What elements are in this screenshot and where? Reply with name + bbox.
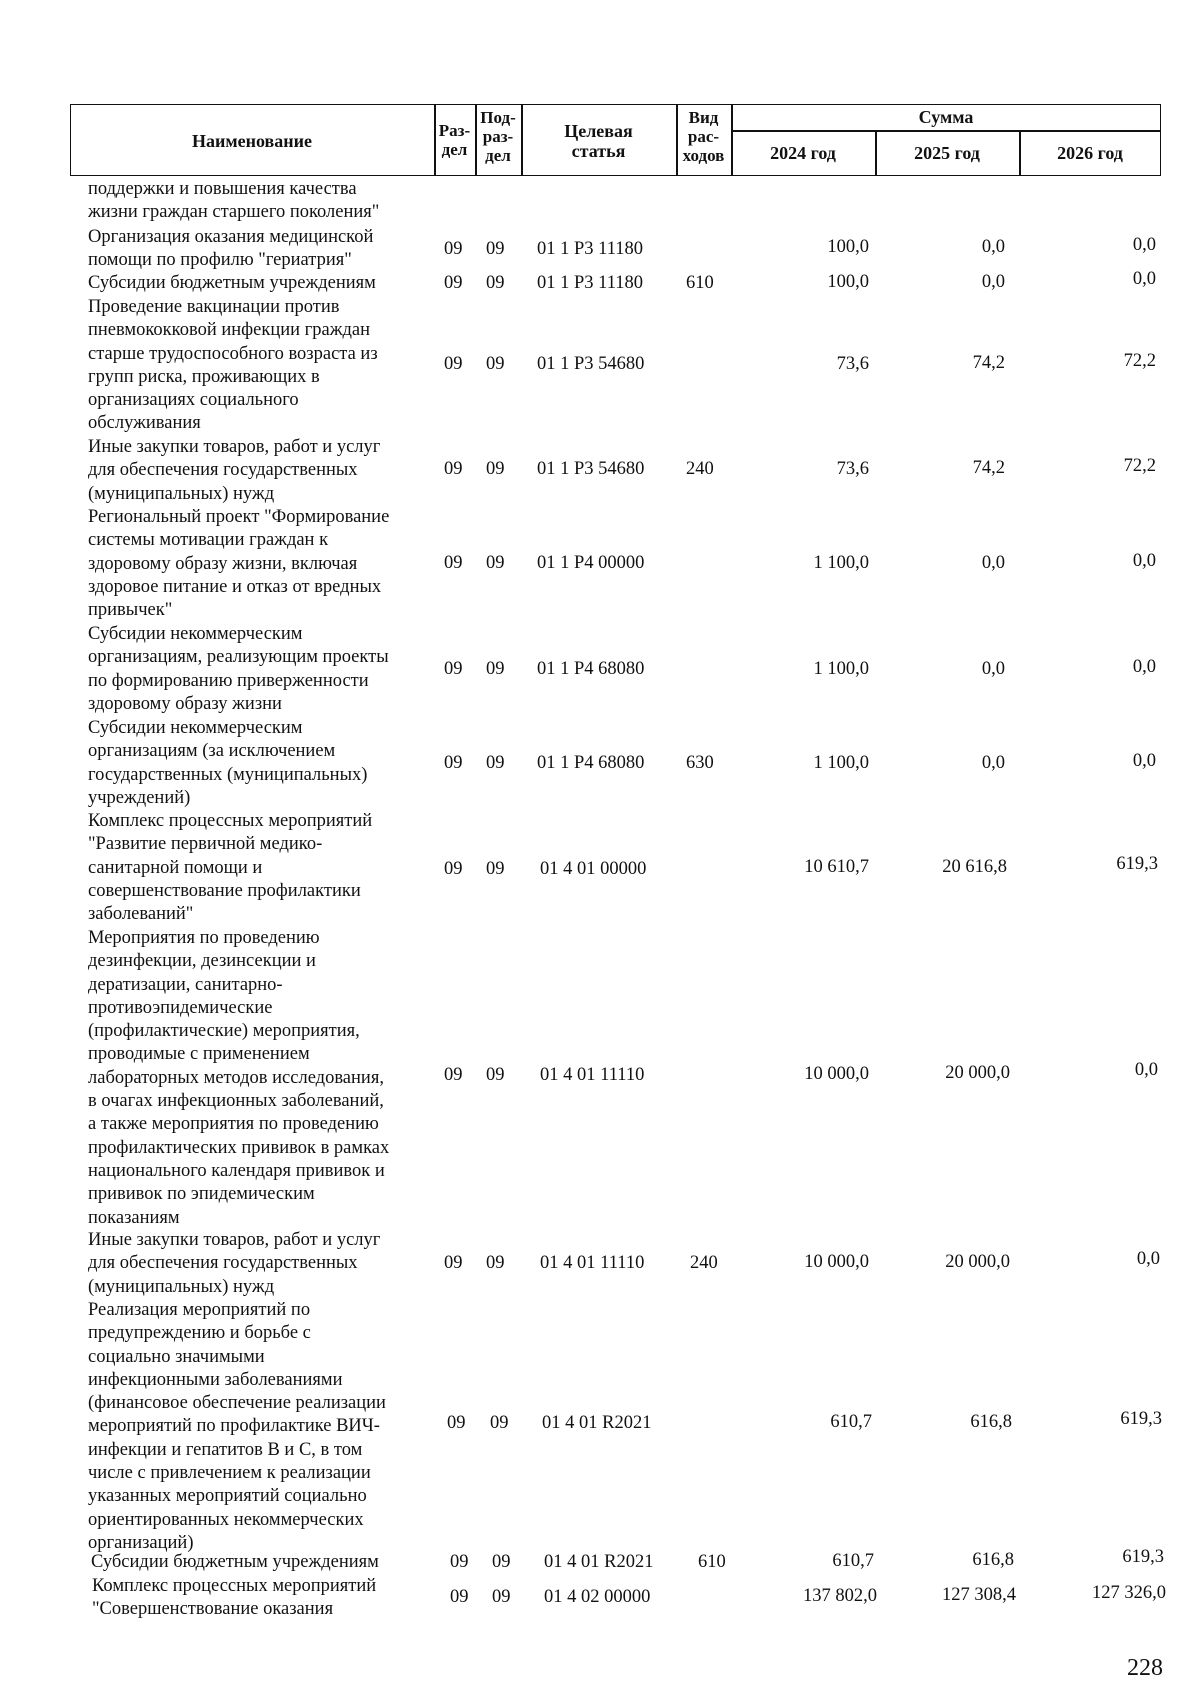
- row-statya: 01 4 01 R2021: [542, 1413, 652, 1433]
- row-2025: 616,8: [972, 1550, 1014, 1570]
- row-name: Субсидии некоммерческим организациям, реализующим проекты по формированию приверженности здоровому образу жизни: [88, 624, 389, 714]
- row-podrazdel: 09: [492, 1587, 511, 1607]
- row-podrazdel: 09: [486, 1065, 505, 1085]
- row-razdel: 09: [444, 273, 463, 293]
- row-razdel: 09: [444, 354, 463, 374]
- row-statya: 01 1 Р3 54680: [537, 459, 645, 479]
- row-podrazdel: 09: [486, 239, 505, 259]
- row-2025: 74,2: [972, 458, 1005, 478]
- row-podrazdel: 09: [486, 659, 505, 679]
- row-vid: 610: [686, 273, 714, 293]
- row-2024: 1 100,0: [813, 659, 869, 679]
- row-2026: 0,0: [1132, 235, 1156, 255]
- row-2024: 1 100,0: [813, 553, 869, 573]
- header-podrazdel: Под- раз- дел: [480, 108, 516, 165]
- row-2026: 72,2: [1123, 351, 1156, 371]
- row-name: Региональный проект "Формирование системы мотивации граждан к здоровому образу жизни, включая здоровое питание и отказ от вредных привычек": [88, 507, 390, 621]
- row-statya: 01 1 Р4 68080: [537, 659, 645, 679]
- header-2024: 2024 год: [770, 143, 836, 163]
- row-podrazdel: 09: [486, 459, 505, 479]
- row-statya: 01 4 01 R2021: [544, 1552, 654, 1572]
- row-vid: 610: [698, 1552, 726, 1572]
- row-name: Субсидии некоммерческим организациям (за исключением государственных (муниципальных) учреждений): [88, 718, 368, 808]
- row-2026: 619,3: [1122, 1547, 1164, 1567]
- row-razdel: 09: [444, 753, 463, 773]
- row-2024: 10 000,0: [804, 1252, 869, 1272]
- row-2025: 0,0: [981, 272, 1005, 292]
- row-podrazdel: 09: [486, 859, 505, 879]
- row-2025: 0,0: [981, 753, 1005, 773]
- row-razdel: 09: [450, 1587, 469, 1607]
- row-statya: 01 4 01 11110: [540, 1065, 645, 1085]
- row-2024: 73,6: [836, 354, 869, 374]
- row-2026: 72,2: [1123, 456, 1156, 476]
- row-razdel: 09: [444, 459, 463, 479]
- row-2025: 0,0: [981, 237, 1005, 257]
- row-statya: 01 1 Р3 11180: [537, 273, 644, 293]
- row-2024: 10 000,0: [804, 1064, 869, 1084]
- header-2026: 2026 год: [1057, 143, 1123, 163]
- row-2025: 616,8: [970, 1412, 1012, 1432]
- row-2024: 100,0: [827, 272, 869, 292]
- row-2025: 74,2: [972, 353, 1005, 373]
- row-2024: 610,7: [832, 1551, 874, 1571]
- header-vid: Вид рас- ходов: [682, 108, 725, 165]
- row-2026: 619,3: [1120, 1409, 1162, 1429]
- row-name: Комплекс процессных мероприятий "Совершенствование оказания: [92, 1576, 377, 1620]
- row-statya: 01 1 Р3 11180: [537, 239, 644, 259]
- row-2026: 0,0: [1134, 1060, 1158, 1080]
- row-2026: 0,0: [1132, 269, 1156, 289]
- row-razdel: 09: [444, 1253, 463, 1273]
- row-statya: 01 4 01 00000: [540, 859, 647, 879]
- row-razdel: 09: [450, 1552, 469, 1572]
- row-podrazdel: 09: [490, 1413, 509, 1433]
- row-2026: 0,0: [1136, 1249, 1160, 1269]
- row-2026: 0,0: [1132, 751, 1156, 771]
- row-razdel: 09: [447, 1413, 466, 1433]
- row-2024: 100,0: [827, 237, 869, 257]
- header-statya: Целевая статья: [564, 121, 633, 161]
- row-razdel: 09: [444, 1065, 463, 1085]
- row-podrazdel: 09: [486, 273, 505, 293]
- row-2025: 20 616,8: [942, 857, 1007, 877]
- row-name: Иные закупки товаров, работ и услуг для обеспечения государственных (муниципальных) нужд: [88, 1230, 381, 1297]
- row-2024: 10 610,7: [804, 857, 869, 877]
- row-name: Иные закупки товаров, работ и услуг для обеспечения государственных (муниципальных) нужд: [88, 437, 381, 504]
- header-summa: Сумма: [918, 107, 974, 127]
- row-2024: 73,6: [836, 459, 869, 479]
- page-number: 228: [1127, 1655, 1163, 1681]
- row-name: Организация оказания медицинской помощи по профилю "гериатрия": [88, 227, 374, 271]
- row-statya: 01 1 Р4 68080: [537, 753, 645, 773]
- header-2025: 2025 год: [914, 143, 980, 163]
- row-name: Проведение вакцинации против пневмококковой инфекции граждан старше трудоспособного возраста из групп риска, проживающих в организациях социального обслуживания: [88, 297, 378, 434]
- row-razdel: 09: [444, 239, 463, 259]
- row-razdel: 09: [444, 859, 463, 879]
- row-vid: 240: [686, 459, 714, 479]
- row-name: поддержки и повышения качества жизни граждан старшего поколения": [88, 179, 380, 223]
- row-podrazdel: 09: [486, 354, 505, 374]
- row-name: Субсидии бюджетным учреждениям: [88, 273, 376, 293]
- row-name: Реализация мероприятий по предупреждению и борьбе с социально значимыми инфекционными заболеваниями (финансовое обеспечение реализации мероприятий по профилактике ВИЧ- инфекции и гепатитов В и С, в том числе с привлечением к реализации указанных мероприятий социально ориентированных некоммерческих организаций): [88, 1300, 386, 1553]
- row-vid: 630: [686, 753, 714, 773]
- row-razdel: 09: [444, 659, 463, 679]
- row-name: Субсидии бюджетным учреждениям: [91, 1552, 379, 1572]
- row-name: Мероприятия по проведению дезинфекции, дезинсекции и дератизации, санитарно- противоэпидемические (профилактические) мероприятия, проводимые с применением лабораторных методов исследования, в очагах инфекционных заболеваний, а также мероприятия по проведению профилактических прививок в рамках национального календаря прививок и прививок по эпидемическим показаниям: [88, 928, 390, 1228]
- row-2025: 0,0: [981, 553, 1005, 573]
- row-podrazdel: 09: [486, 753, 505, 773]
- header-name: Наименование: [192, 131, 312, 151]
- row-podrazdel: 09: [486, 553, 505, 573]
- row-2024: 610,7: [830, 1412, 872, 1432]
- row-podrazdel: 09: [492, 1552, 511, 1572]
- row-2026: 0,0: [1132, 551, 1156, 571]
- row-statya: 01 1 Р4 00000: [537, 553, 645, 573]
- row-statya: 01 4 01 11110: [540, 1253, 645, 1273]
- row-vid: 240: [690, 1253, 718, 1273]
- row-2026: 0,0: [1132, 657, 1156, 677]
- header-razdel: Раз- дел: [438, 121, 471, 159]
- row-2024: 137 802,0: [803, 1586, 877, 1606]
- row-2025: 20 000,0: [945, 1063, 1010, 1083]
- row-2025: 127 308,4: [942, 1585, 1016, 1605]
- row-2026: 127 326,0: [1092, 1583, 1166, 1603]
- row-2025: 20 000,0: [945, 1252, 1010, 1272]
- row-razdel: 09: [444, 553, 463, 573]
- row-name: Комплекс процессных мероприятий "Развитие первичной медико- санитарной помощи и совершенствование профилактики заболеваний": [88, 811, 373, 925]
- row-2026: 619,3: [1116, 854, 1158, 874]
- row-2024: 1 100,0: [813, 753, 869, 773]
- row-statya: 01 1 Р3 54680: [537, 354, 645, 374]
- row-statya: 01 4 02 00000: [544, 1587, 651, 1607]
- row-2025: 0,0: [981, 659, 1005, 679]
- row-podrazdel: 09: [486, 1253, 505, 1273]
